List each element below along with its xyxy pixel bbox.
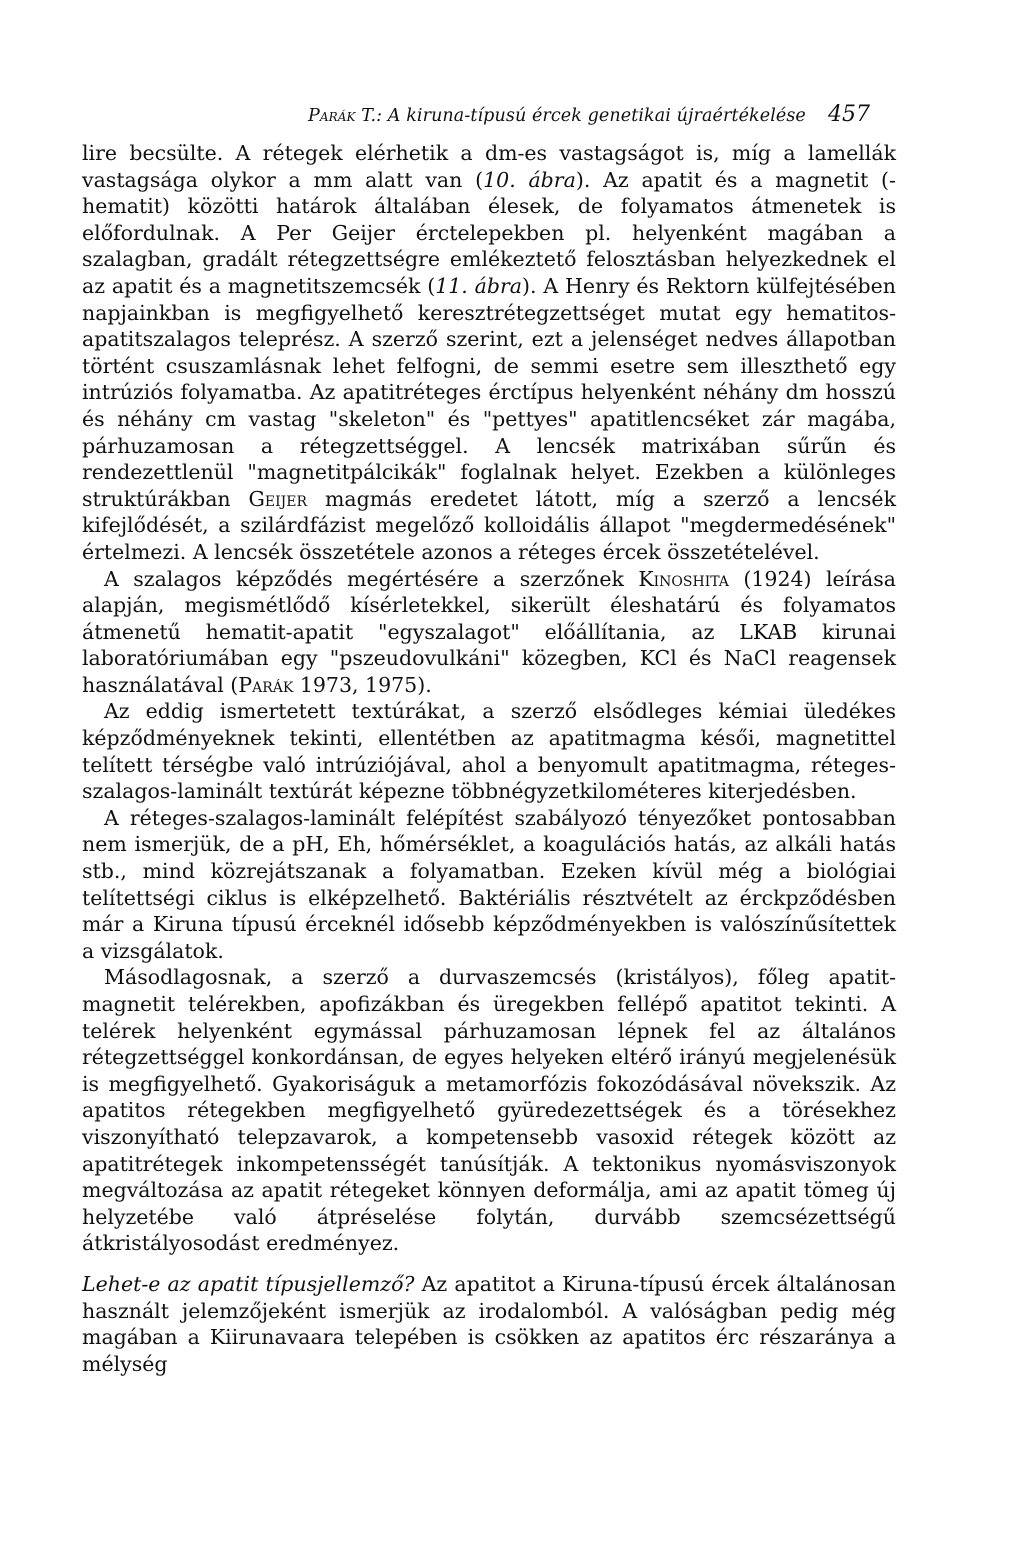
italic-text: 10. ábra xyxy=(483,167,576,192)
text-run: Az apatitot a Kiruna-típusú ércek általánosan használt jelemzőjeként ismerjük az irodalomból. A valóságban pedig még magában a Kiirunavaara telepében is csökken az apatitos érc részaránya a mélység xyxy=(82,1271,896,1376)
paragraph xyxy=(82,140,896,566)
text-run: A réteges-szalagos-laminált felépítést szabályozó tényezőket pontosabban nem ismerjük, de a pH, Eh, hőmérséklet, a koagulációs hatás, az alkáli hatás stb., mind közrejátszanak a folyamatban. Ezeken kívül még a biológiai telítettségi ciklus is elképzelhető. Baktériális résztvételt az érckpződésben már a Kiruna típusú érceknél idősebb képződményekben is valószínűsítettek a vizsgálatok. xyxy=(82,805,896,963)
body-text xyxy=(82,140,896,1377)
small-caps-name: Geijer xyxy=(248,486,308,511)
text-run: lire becsülte. A rétegek elérhetik a dm-es vastagságot is, míg a lamellák vastagsága olykor a mm alatt van ( xyxy=(82,141,896,192)
paragraph xyxy=(82,1271,896,1377)
paragraph xyxy=(82,698,896,804)
paragraph xyxy=(82,964,896,1257)
text-run: Másodlagosnak, a szerző a durvaszemcsés (kristályos), főleg apatit-magnetit telérekben, apofizákban és üregekben fellépő apatitot tekinti. A telérek helyenként egymással párhuzamosan lépnek fel az általános rétegzettséggel konkordánsan, de egyes helyeken eltérő irányú megjelenésük is megfigyelhető. Gyakoriságuk a metamorfózis fokozódásával növekszik. Az apatitos rétegekben megfigyelhető gyüredezettségek és a törésekhez viszonyítható telepzavarok, a kompetensebb vasoxid rétegek között az apatitrétegek inkompetensségét tanúsítják. A tektonikus nyomásviszonyok megváltozása az apatit rétegeket könnyen deformálja, ami az apatit tömeg új helyzetébe való átpréselése folytán, durvább szemcsézettségű átkristályosodást eredményez. xyxy=(82,965,896,1256)
small-caps-name: Parák xyxy=(238,672,294,697)
text-run: Az eddig ismertetett textúrákat, a szerző elsődleges kémiai üledékes képződményeknek tekinti, ellentétben az apatitmagma késői, magnetittel telített térségbe való intrúziójával, ahol a benyomult apatitmagma, réteges-szalagos-laminált textúrát képezne többnégyzetkilométeres kiterjedésben. xyxy=(82,699,896,804)
running-title-author: Parák T. xyxy=(308,106,377,126)
page-number: 457 xyxy=(828,102,870,127)
text-run: (1924) leírása alapján, megismétlődő kísérletekkel, sikerült éleshatárú és folyamatos átmenetű hematit-apatit "egyszalagot" előállítania, az LKAB kirunai laboratóriumában egy "pszeudovulkáni" közegben, KCl és NaCl reagensek használatával ( xyxy=(82,566,896,697)
text-run: 1973, 1975). xyxy=(293,672,432,697)
small-caps-name: Kinoshita xyxy=(638,566,729,591)
document-page xyxy=(82,100,896,1377)
text-run: ). A Henry és Rektorn külfejtésében napjainkban is megfigyelhető keresztrétegzettséget mutat egy hematitos-apatitszalagos teleprész. A szerző szerint, ezt a jelenséget nedves állapotban történt csuszamlásnak lehet felfogni, de semmi esetre sem illeszthető egy intrúziós folyamatba. Az apatitréteges érctípus helyenként néhány dm hosszú és néhány cm vastag "skeleton" és "pettyes" apatitlencséket zár magába, párhuzamosan a rétegzettséggel. A lencsék matrixában sűrűn és rendezettlenül "magnetitpálcikák" foglalnak helyet. Ezekben a különleges struktúrákban xyxy=(82,273,896,511)
text-run: A szalagos képződés megértésére a szerzőnek xyxy=(104,566,639,591)
running-title xyxy=(308,106,806,126)
italic-text: 11. ábra xyxy=(435,273,522,298)
text-run: magmás eredetet látott, míg a szerző a lencsék kifejlődését, a szilárdfázist megelőző kolloidális állapot "megdermedésének" értelmezi. A lencsék összetétele azonos a réteges ércek összetételével. xyxy=(82,486,896,564)
paragraph xyxy=(82,566,896,699)
text-run: ). Az apatit és a magnetit (-hematit) közötti határok általában élesek, de folyamatos átmenetek is előfordulnak. A Per Geijer érctelepekben pl. helyenként magában a szalagban, gradált rétegzettségre emlékeztető felosztásban helyezkednek el az apatit és a magnetitszemcsék ( xyxy=(82,167,896,298)
running-head xyxy=(82,100,896,140)
italic-text: Lehet-e az apatit típusjellemző? xyxy=(82,1271,415,1296)
running-title-text: : A kiruna-típusú ércek genetikai újraértékelése xyxy=(376,106,806,126)
paragraph xyxy=(82,805,896,965)
